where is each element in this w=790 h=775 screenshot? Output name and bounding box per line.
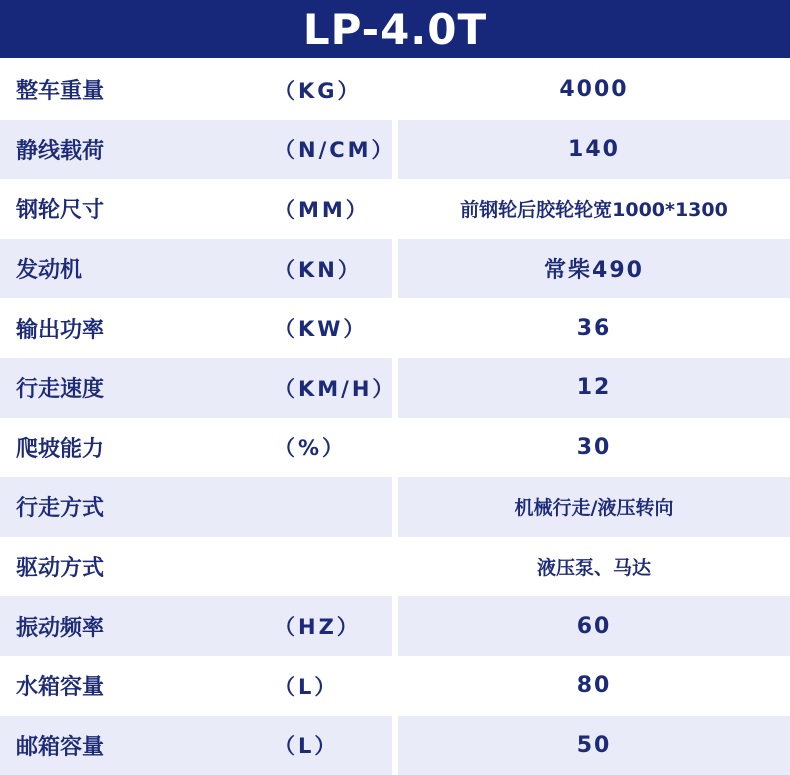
- spec-row: [0, 716, 790, 775]
- spec-unit: （MM）: [274, 197, 370, 222]
- spec-value: 50: [398, 716, 790, 775]
- spec-unit: （L）: [274, 674, 339, 699]
- spec-name: 爬坡能力: [16, 436, 105, 462]
- spec-row: [0, 179, 790, 239]
- spec-unit: [270, 537, 392, 597]
- spec-row: [0, 358, 790, 418]
- spec-unit: （KN）: [270, 239, 392, 299]
- spec-name: 行走速度: [0, 358, 270, 418]
- spec-name: 行走方式: [0, 477, 270, 537]
- spec-value: 机械行走/液压转向: [398, 477, 790, 537]
- spec-value: 30: [576, 434, 612, 460]
- spec-value: 前钢轮后胶轮轮宽1000*1300: [460, 199, 728, 222]
- spec-unit: （KW）: [274, 317, 368, 342]
- spec-value: 36: [576, 315, 612, 341]
- spec-row: [0, 418, 790, 478]
- spec-row: [0, 477, 790, 537]
- spec-unit: （L）: [270, 716, 392, 775]
- spec-name: 静线载荷: [0, 120, 270, 180]
- spec-row: [0, 60, 790, 120]
- spec-unit: （%）: [274, 436, 347, 461]
- spec-value: 140: [398, 120, 790, 180]
- spec-row: [0, 239, 790, 299]
- spec-value: 常柴490: [398, 239, 790, 299]
- spec-unit: （HZ）: [270, 596, 392, 656]
- spec-name: 振动频率: [0, 596, 270, 656]
- spec-name: 驱动方式: [16, 556, 105, 582]
- spec-row: [0, 596, 790, 656]
- spec-row: [0, 298, 790, 358]
- spec-value: 80: [576, 673, 612, 699]
- spec-name: 邮箱容量: [0, 716, 270, 775]
- spec-name: 发动机: [0, 239, 270, 299]
- spec-name: 输出功率: [16, 317, 105, 343]
- spec-unit: [270, 477, 392, 537]
- spec-value: 60: [398, 596, 790, 656]
- spec-name: 钢轮尺寸: [16, 198, 105, 224]
- spec-value: 液压泵、马达: [536, 557, 651, 580]
- spec-table: [0, 60, 790, 775]
- spec-row: [0, 537, 790, 597]
- spec-name: 水箱容量: [16, 675, 105, 701]
- spec-row: [0, 656, 790, 716]
- spec-value: 12: [398, 358, 790, 418]
- spec-unit: （KM/H）: [270, 358, 392, 418]
- spec-row: [0, 120, 790, 180]
- spec-value: 4000: [559, 77, 629, 103]
- spec-unit: （KG）: [274, 78, 362, 103]
- model-title: LP-4.0T: [0, 0, 790, 58]
- spec-name: 整车重量: [16, 79, 105, 105]
- spec-unit: （N/CM）: [270, 120, 392, 180]
